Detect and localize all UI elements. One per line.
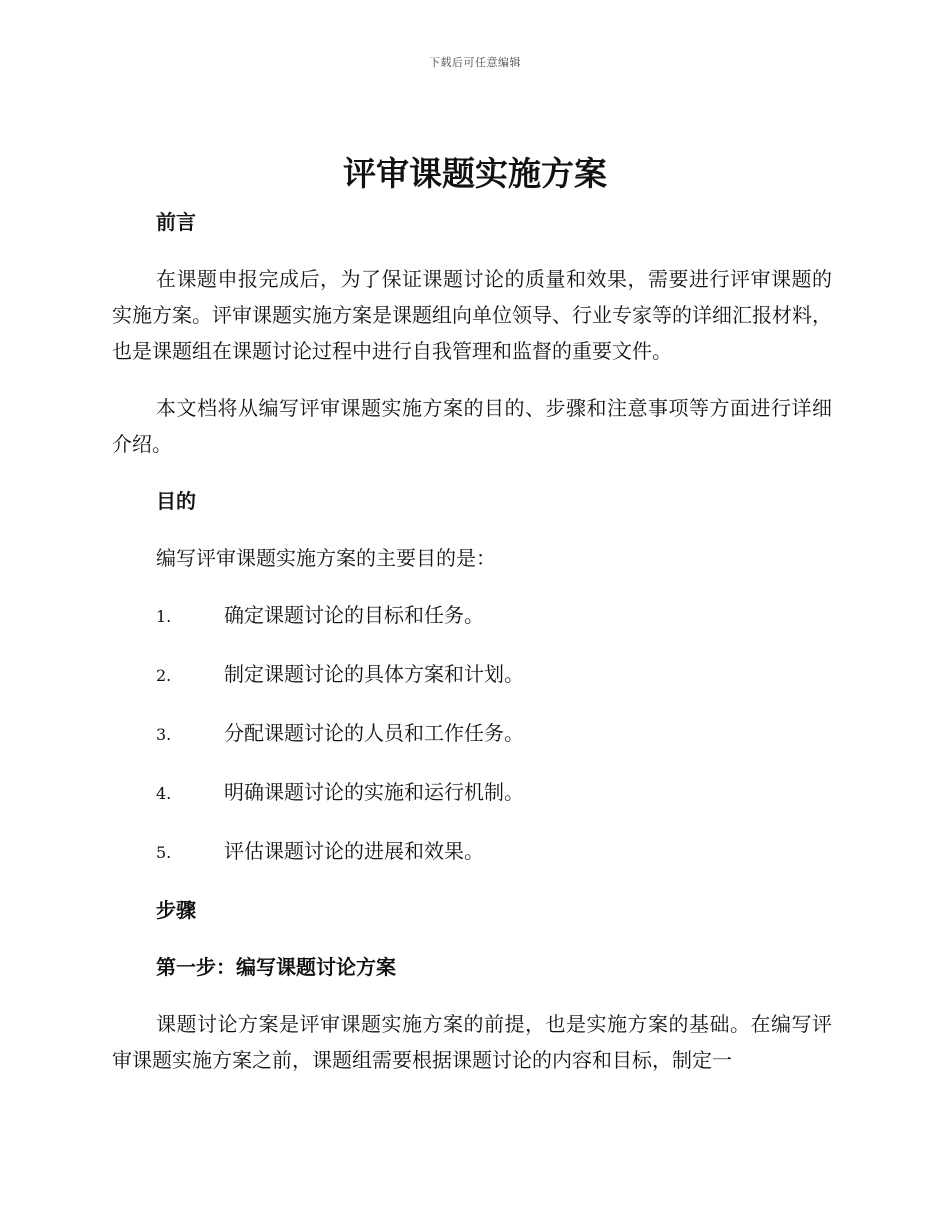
document-title: 评审课题实施方案 (343, 154, 607, 193)
subsection-heading-step1: 第一步：编写课题讨论方案 (156, 955, 396, 979)
list-item-number: 1. (156, 607, 172, 626)
list-item-text: 评估课题讨论的进展和效果。 (224, 839, 484, 863)
list-item-text: 分配课题讨论的人员和工作任务。 (224, 721, 524, 745)
list-item (112, 656, 832, 694)
header-note: 下载后可任意编辑 (429, 56, 521, 69)
list-item-text: 确定课题讨论的目标和任务。 (224, 603, 484, 627)
section-heading-purpose: 目的 (156, 489, 196, 513)
list-item-number: 4. (156, 784, 172, 803)
list-item (112, 715, 832, 753)
list-item-number: 2. (156, 666, 172, 685)
list-item (112, 833, 832, 871)
document-body (112, 204, 832, 1099)
section-heading-steps: 步骤 (156, 898, 196, 922)
list-item-number: 3. (156, 725, 172, 744)
preface-paragraph-1: 在课题申报完成后，为了保证课题讨论的质量和效果，需要进行评审课题的实施方案。评审课题实施方案是课题组向单位领导、行业专家等的详细汇报材料，也是课题组在课题讨论过程中进行自我管理和监督的重要文件。 (112, 267, 832, 363)
preface-paragraph-2: 本文档将从编写评审课题实施方案的目的、步骤和注意事项等方面进行详细介绍。 (112, 396, 832, 456)
list-item (112, 597, 832, 635)
section-heading-preface: 前言 (156, 210, 196, 234)
step1-paragraph: 课题讨论方案是评审课题实施方案的前提，也是实施方案的基础。在编写评审课题实施方案之前，课题组需要根据课题讨论的内容和目标，制定一 (112, 1012, 832, 1072)
list-item (112, 774, 832, 812)
list-item-text: 明确课题讨论的实施和运行机制。 (224, 780, 524, 804)
purpose-intro: 编写评审课题实施方案的主要目的是： (156, 546, 496, 570)
list-item-number: 5. (156, 843, 172, 862)
purpose-list (112, 597, 832, 871)
list-item-text: 制定课题讨论的具体方案和计划。 (224, 662, 524, 686)
